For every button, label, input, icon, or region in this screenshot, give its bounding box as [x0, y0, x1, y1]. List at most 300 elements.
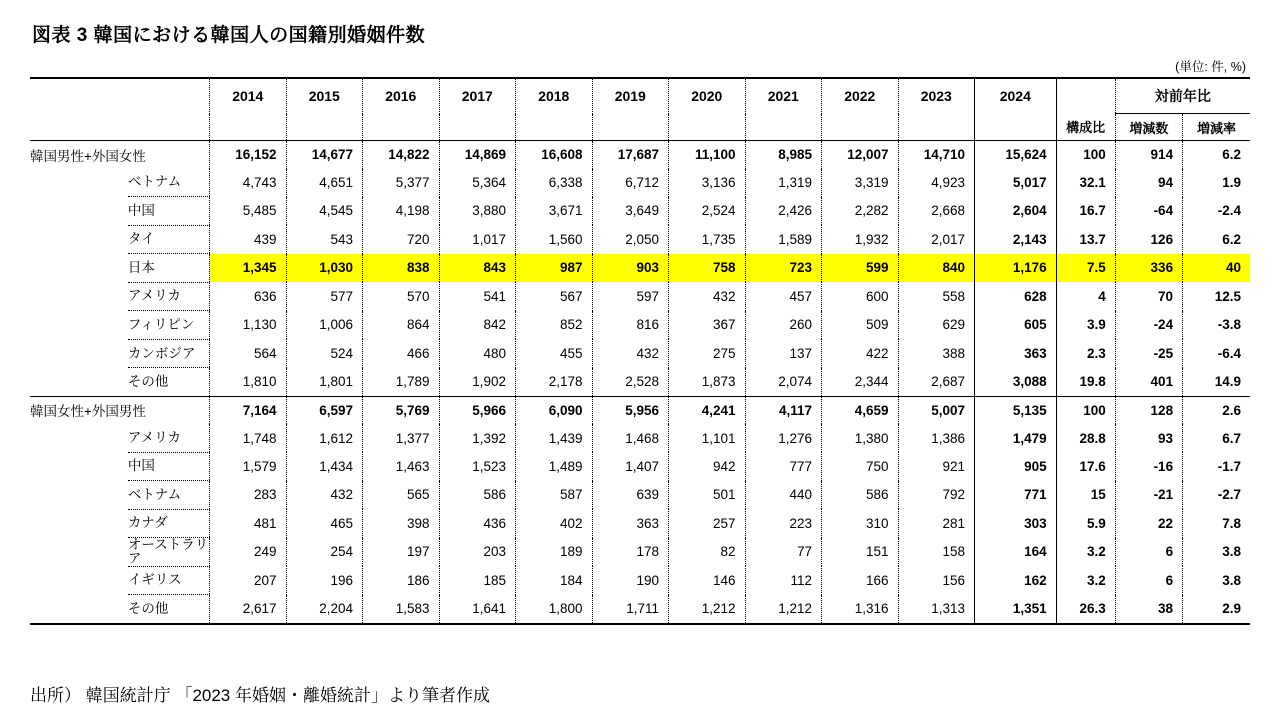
- cell-year-2018: 189: [516, 538, 593, 567]
- cell-year-2020: 432: [669, 282, 746, 311]
- cell-rate: 6.7: [1183, 424, 1250, 452]
- cell-year-2023: 2,687: [898, 368, 975, 397]
- cell-year-2017: 1,392: [439, 424, 516, 452]
- row-label-indent: [30, 452, 128, 481]
- cell-year-2021: 112: [745, 566, 822, 595]
- cell-ratio: 5.9: [1056, 509, 1115, 538]
- cell-year-2019: 6,712: [592, 169, 669, 197]
- cell-year-2021: 8,985: [745, 141, 822, 169]
- cell-year-2014: 7,164: [210, 396, 287, 424]
- cell-year-2021: 1,319: [745, 169, 822, 197]
- cell-year-2016: 1,377: [363, 424, 440, 452]
- cell-year-2018: 567: [516, 282, 593, 311]
- subheader-blank-2: [128, 114, 210, 141]
- cell-year-2024: 1,351: [975, 595, 1057, 624]
- cell-year-2022: 151: [822, 538, 899, 567]
- subheader-blank-year-1: [286, 114, 363, 141]
- subheader-blank-year-5: [592, 114, 669, 141]
- cell-year-2015: 1,801: [286, 368, 363, 397]
- table-row: [30, 368, 1250, 397]
- cell-diff: 128: [1115, 396, 1182, 424]
- table-row: [30, 311, 1250, 340]
- row-label-country: 日本: [128, 254, 210, 283]
- cell-year-2018: 1,800: [516, 595, 593, 624]
- cell-year-2021: 1,212: [745, 595, 822, 624]
- cell-diff: 93: [1115, 424, 1182, 452]
- cell-year-2021: 4,117: [745, 396, 822, 424]
- cell-year-2021: 260: [745, 311, 822, 340]
- cell-year-2022: 586: [822, 481, 899, 510]
- cell-rate: 6.2: [1183, 141, 1250, 169]
- cell-year-2014: 481: [210, 509, 287, 538]
- cell-year-2022: 4,659: [822, 396, 899, 424]
- cell-year-2022: 1,380: [822, 424, 899, 452]
- cell-year-2020: 82: [669, 538, 746, 567]
- cell-year-2015: 465: [286, 509, 363, 538]
- cell-year-2024: 605: [975, 311, 1057, 340]
- cell-year-2014: 1,345: [210, 254, 287, 283]
- cell-year-2024: 1,176: [975, 254, 1057, 283]
- cell-year-2018: 455: [516, 339, 593, 368]
- cell-diff: 94: [1115, 169, 1182, 197]
- cell-year-2018: 1,560: [516, 225, 593, 254]
- cell-year-2019: 903: [592, 254, 669, 283]
- cell-year-2016: 1,463: [363, 452, 440, 481]
- cell-year-2023: 14,710: [898, 141, 975, 169]
- cell-year-2017: 1,641: [439, 595, 516, 624]
- table-row: [30, 538, 1250, 567]
- cell-year-2023: 840: [898, 254, 975, 283]
- header-year-2019: 2019: [592, 78, 669, 114]
- subheader-rate: 増減率: [1183, 114, 1250, 141]
- cell-rate: 2.9: [1183, 595, 1250, 624]
- table-row: [30, 396, 1250, 424]
- cell-year-2015: 4,545: [286, 197, 363, 226]
- cell-year-2019: 5,956: [592, 396, 669, 424]
- cell-year-2020: 1,101: [669, 424, 746, 452]
- cell-year-2024: 2,143: [975, 225, 1057, 254]
- header-year-2023: 2023: [898, 78, 975, 114]
- cell-year-2019: 3,649: [592, 197, 669, 226]
- cell-ratio: 4: [1056, 282, 1115, 311]
- header-year-2015: 2015: [286, 78, 363, 114]
- cell-ratio: 16.7: [1056, 197, 1115, 226]
- cell-year-2015: 577: [286, 282, 363, 311]
- table-subheader-row: [30, 114, 1250, 141]
- cell-year-2017: 586: [439, 481, 516, 510]
- cell-year-2016: 14,822: [363, 141, 440, 169]
- cell-year-2022: 2,344: [822, 368, 899, 397]
- cell-year-2018: 3,671: [516, 197, 593, 226]
- header-yoy-group: 対前年比: [1115, 78, 1250, 114]
- cell-year-2022: 750: [822, 452, 899, 481]
- cell-year-2020: 1,735: [669, 225, 746, 254]
- table-row: [30, 254, 1250, 283]
- cell-year-2019: 2,050: [592, 225, 669, 254]
- cell-year-2022: 599: [822, 254, 899, 283]
- cell-year-2018: 1,439: [516, 424, 593, 452]
- cell-ratio: 3.2: [1056, 566, 1115, 595]
- cell-year-2018: 852: [516, 311, 593, 340]
- cell-year-2020: 367: [669, 311, 746, 340]
- cell-year-2022: 509: [822, 311, 899, 340]
- subheader-blank-year-8: [822, 114, 899, 141]
- cell-rate: 6.2: [1183, 225, 1250, 254]
- cell-year-2017: 480: [439, 339, 516, 368]
- cell-year-2020: 146: [669, 566, 746, 595]
- cell-year-2020: 3,136: [669, 169, 746, 197]
- cell-year-2018: 6,338: [516, 169, 593, 197]
- header-year-2020: 2020: [669, 78, 746, 114]
- cell-diff: 70: [1115, 282, 1182, 311]
- cell-diff: 336: [1115, 254, 1182, 283]
- table-row: [30, 282, 1250, 311]
- cell-year-2023: 1,386: [898, 424, 975, 452]
- row-label-indent: [30, 566, 128, 595]
- row-label-group: 韓国女性+外国男性: [30, 396, 210, 424]
- cell-year-2017: 541: [439, 282, 516, 311]
- cell-year-2022: 2,282: [822, 197, 899, 226]
- cell-year-2015: 6,597: [286, 396, 363, 424]
- cell-year-2014: 249: [210, 538, 287, 567]
- row-label-country: その他: [128, 595, 210, 624]
- cell-ratio: 2.3: [1056, 339, 1115, 368]
- cell-diff: -64: [1115, 197, 1182, 226]
- cell-year-2016: 4,198: [363, 197, 440, 226]
- cell-year-2020: 11,100: [669, 141, 746, 169]
- cell-diff: -24: [1115, 311, 1182, 340]
- cell-year-2016: 398: [363, 509, 440, 538]
- table-row: [30, 141, 1250, 169]
- table-bottom-rule: [30, 624, 1250, 627]
- cell-year-2020: 257: [669, 509, 746, 538]
- cell-ratio: 17.6: [1056, 452, 1115, 481]
- header-year-2016: 2016: [363, 78, 440, 114]
- cell-year-2019: 2,528: [592, 368, 669, 397]
- cell-year-2020: 501: [669, 481, 746, 510]
- cell-year-2018: 587: [516, 481, 593, 510]
- cell-diff: 6: [1115, 538, 1182, 567]
- cell-year-2023: 2,017: [898, 225, 975, 254]
- cell-diff: 38: [1115, 595, 1182, 624]
- cell-year-2015: 1,006: [286, 311, 363, 340]
- cell-year-2022: 166: [822, 566, 899, 595]
- cell-year-2015: 14,677: [286, 141, 363, 169]
- cell-ratio: 19.8: [1056, 368, 1115, 397]
- cell-year-2024: 5,017: [975, 169, 1057, 197]
- cell-year-2022: 310: [822, 509, 899, 538]
- header-blank-1: [30, 78, 128, 114]
- cell-year-2014: 2,617: [210, 595, 287, 624]
- subheader-blank-year-4: [516, 114, 593, 141]
- cell-year-2024: 162: [975, 566, 1057, 595]
- table-row: [30, 197, 1250, 226]
- cell-year-2017: 1,523: [439, 452, 516, 481]
- marriage-statistics-table: [30, 77, 1250, 627]
- cell-rate: 1.9: [1183, 169, 1250, 197]
- cell-year-2014: 283: [210, 481, 287, 510]
- cell-ratio: 15: [1056, 481, 1115, 510]
- row-label-country: ベトナム: [128, 169, 210, 197]
- row-label-indent: [30, 339, 128, 368]
- cell-year-2020: 1,873: [669, 368, 746, 397]
- cell-year-2020: 758: [669, 254, 746, 283]
- cell-year-2023: 558: [898, 282, 975, 311]
- subheader-blank-year-6: [669, 114, 746, 141]
- cell-year-2015: 1,030: [286, 254, 363, 283]
- cell-year-2018: 987: [516, 254, 593, 283]
- cell-year-2018: 402: [516, 509, 593, 538]
- row-label-country: アメリカ: [128, 424, 210, 452]
- row-label-country: タイ: [128, 225, 210, 254]
- table-row: [30, 424, 1250, 452]
- cell-year-2022: 1,316: [822, 595, 899, 624]
- cell-year-2017: 14,869: [439, 141, 516, 169]
- cell-year-2014: 1,810: [210, 368, 287, 397]
- cell-year-2019: 432: [592, 339, 669, 368]
- cell-ratio: 3.2: [1056, 538, 1115, 567]
- cell-year-2019: 190: [592, 566, 669, 595]
- cell-ratio: 26.3: [1056, 595, 1115, 624]
- cell-year-2014: 5,485: [210, 197, 287, 226]
- header-year-2017: 2017: [439, 78, 516, 114]
- header-blank-3: [1056, 78, 1115, 114]
- cell-year-2017: 203: [439, 538, 516, 567]
- cell-rate: -1.7: [1183, 452, 1250, 481]
- subheader-blank-year-9: [898, 114, 975, 141]
- cell-year-2018: 6,090: [516, 396, 593, 424]
- cell-year-2016: 838: [363, 254, 440, 283]
- cell-year-2014: 207: [210, 566, 287, 595]
- header-year-2018: 2018: [516, 78, 593, 114]
- cell-year-2020: 2,524: [669, 197, 746, 226]
- cell-year-2020: 275: [669, 339, 746, 368]
- cell-ratio: 32.1: [1056, 169, 1115, 197]
- cell-year-2021: 2,426: [745, 197, 822, 226]
- cell-diff: 914: [1115, 141, 1182, 169]
- cell-year-2020: 1,212: [669, 595, 746, 624]
- cell-year-2017: 1,902: [439, 368, 516, 397]
- row-label-indent: [30, 197, 128, 226]
- cell-year-2021: 723: [745, 254, 822, 283]
- cell-diff: 6: [1115, 566, 1182, 595]
- row-label-indent: [30, 368, 128, 397]
- cell-ratio: 28.8: [1056, 424, 1115, 452]
- cell-year-2017: 843: [439, 254, 516, 283]
- cell-year-2024: 2,604: [975, 197, 1057, 226]
- header-year-2021: 2021: [745, 78, 822, 114]
- cell-year-2021: 223: [745, 509, 822, 538]
- cell-diff: -16: [1115, 452, 1182, 481]
- row-label-indent: [30, 538, 128, 567]
- cell-year-2024: 363: [975, 339, 1057, 368]
- cell-ratio: 100: [1056, 396, 1115, 424]
- cell-year-2024: 5,135: [975, 396, 1057, 424]
- cell-ratio: 100: [1056, 141, 1115, 169]
- cell-rate: -2.4: [1183, 197, 1250, 226]
- cell-year-2019: 1,407: [592, 452, 669, 481]
- cell-year-2023: 792: [898, 481, 975, 510]
- row-label-country: イギリス: [128, 566, 210, 595]
- cell-year-2014: 16,152: [210, 141, 287, 169]
- cell-year-2017: 185: [439, 566, 516, 595]
- cell-rate: 2.6: [1183, 396, 1250, 424]
- cell-year-2023: 158: [898, 538, 975, 567]
- cell-diff: 126: [1115, 225, 1182, 254]
- cell-diff: -25: [1115, 339, 1182, 368]
- cell-year-2024: 3,088: [975, 368, 1057, 397]
- cell-year-2017: 1,017: [439, 225, 516, 254]
- row-label-country: カンボジア: [128, 339, 210, 368]
- cell-year-2018: 16,608: [516, 141, 593, 169]
- cell-rate: 3.8: [1183, 538, 1250, 567]
- cell-year-2021: 2,074: [745, 368, 822, 397]
- page-title: 図表 3 韓国における韓国人の国籍別婚姻件数: [32, 25, 426, 46]
- cell-year-2016: 466: [363, 339, 440, 368]
- cell-year-2017: 436: [439, 509, 516, 538]
- cell-year-2015: 1,612: [286, 424, 363, 452]
- cell-year-2014: 1,748: [210, 424, 287, 452]
- cell-year-2016: 5,377: [363, 169, 440, 197]
- cell-year-2019: 1,468: [592, 424, 669, 452]
- cell-year-2018: 2,178: [516, 368, 593, 397]
- source-note: 出所） 韓国統計庁 「2023 年婚姻・離婚統計」より筆者作成: [30, 686, 490, 705]
- header-year-2024: 2024: [975, 78, 1057, 114]
- cell-year-2015: 543: [286, 225, 363, 254]
- cell-year-2019: 597: [592, 282, 669, 311]
- subheader-blank-year-7: [745, 114, 822, 141]
- cell-year-2022: 12,007: [822, 141, 899, 169]
- cell-rate: -6.4: [1183, 339, 1250, 368]
- cell-year-2023: 5,007: [898, 396, 975, 424]
- cell-year-2018: 1,489: [516, 452, 593, 481]
- cell-year-2019: 639: [592, 481, 669, 510]
- cell-year-2024: 628: [975, 282, 1057, 311]
- cell-year-2015: 432: [286, 481, 363, 510]
- cell-year-2021: 440: [745, 481, 822, 510]
- cell-year-2021: 777: [745, 452, 822, 481]
- row-label-country: その他: [128, 368, 210, 397]
- table-row: [30, 452, 1250, 481]
- cell-year-2022: 600: [822, 282, 899, 311]
- cell-year-2023: 629: [898, 311, 975, 340]
- row-label-country: フィリピン: [128, 311, 210, 340]
- cell-year-2023: 388: [898, 339, 975, 368]
- row-label-indent: [30, 254, 128, 283]
- cell-year-2023: 4,923: [898, 169, 975, 197]
- cell-year-2016: 197: [363, 538, 440, 567]
- cell-year-2023: 1,313: [898, 595, 975, 624]
- table-row: [30, 225, 1250, 254]
- cell-year-2018: 184: [516, 566, 593, 595]
- cell-diff: 22: [1115, 509, 1182, 538]
- row-label-indent: [30, 424, 128, 452]
- cell-year-2024: 15,624: [975, 141, 1057, 169]
- header-year-2014: 2014: [210, 78, 287, 114]
- cell-year-2022: 3,319: [822, 169, 899, 197]
- cell-year-2024: 164: [975, 538, 1057, 567]
- cell-diff: -21: [1115, 481, 1182, 510]
- cell-rate: 14.9: [1183, 368, 1250, 397]
- cell-rate: -2.7: [1183, 481, 1250, 510]
- table-header-row: [30, 78, 1250, 114]
- row-label-indent: [30, 225, 128, 254]
- cell-year-2016: 720: [363, 225, 440, 254]
- cell-year-2017: 5,364: [439, 169, 516, 197]
- cell-year-2021: 137: [745, 339, 822, 368]
- subheader-blank-year-0: [210, 114, 287, 141]
- subheader-diff: 増減数: [1115, 114, 1182, 141]
- cell-year-2016: 1,789: [363, 368, 440, 397]
- cell-year-2017: 5,966: [439, 396, 516, 424]
- cell-rate: 7.8: [1183, 509, 1250, 538]
- cell-rate: 3.8: [1183, 566, 1250, 595]
- cell-year-2022: 1,932: [822, 225, 899, 254]
- unit-note: (単位: 件, %): [1175, 60, 1246, 74]
- cell-year-2014: 1,579: [210, 452, 287, 481]
- subheader-ratio: 構成比: [1056, 114, 1115, 141]
- cell-year-2014: 4,743: [210, 169, 287, 197]
- cell-year-2014: 1,130: [210, 311, 287, 340]
- cell-year-2019: 17,687: [592, 141, 669, 169]
- cell-ratio: 7.5: [1056, 254, 1115, 283]
- row-label-country: 中国: [128, 452, 210, 481]
- cell-year-2016: 570: [363, 282, 440, 311]
- cell-year-2024: 303: [975, 509, 1057, 538]
- cell-year-2016: 1,583: [363, 595, 440, 624]
- cell-rate: 40: [1183, 254, 1250, 283]
- cell-year-2023: 2,668: [898, 197, 975, 226]
- cell-diff: 401: [1115, 368, 1182, 397]
- cell-year-2019: 363: [592, 509, 669, 538]
- cell-rate: 12.5: [1183, 282, 1250, 311]
- cell-year-2023: 921: [898, 452, 975, 481]
- row-label-country: カナダ: [128, 509, 210, 538]
- cell-year-2024: 905: [975, 452, 1057, 481]
- table-row: [30, 595, 1250, 624]
- row-label-country: 中国: [128, 197, 210, 226]
- cell-year-2024: 771: [975, 481, 1057, 510]
- cell-year-2017: 3,880: [439, 197, 516, 226]
- cell-year-2017: 842: [439, 311, 516, 340]
- cell-year-2015: 254: [286, 538, 363, 567]
- cell-year-2019: 1,711: [592, 595, 669, 624]
- table-row: [30, 339, 1250, 368]
- table-row: [30, 509, 1250, 538]
- cell-year-2014: 564: [210, 339, 287, 368]
- cell-year-2016: 186: [363, 566, 440, 595]
- cell-year-2021: 77: [745, 538, 822, 567]
- cell-year-2015: 4,651: [286, 169, 363, 197]
- subheader-blank-2024: [975, 114, 1057, 141]
- cell-year-2021: 457: [745, 282, 822, 311]
- row-label-country: オーストラリア: [127, 537, 209, 566]
- cell-year-2015: 196: [286, 566, 363, 595]
- row-label-indent: [30, 509, 128, 538]
- table-row: [30, 481, 1250, 510]
- cell-year-2020: 4,241: [669, 396, 746, 424]
- subheader-blank-year-3: [439, 114, 516, 141]
- cell-year-2015: 2,204: [286, 595, 363, 624]
- cell-year-2021: 1,589: [745, 225, 822, 254]
- cell-year-2016: 864: [363, 311, 440, 340]
- cell-year-2016: 565: [363, 481, 440, 510]
- row-label-indent: [30, 169, 128, 197]
- subheader-blank-1: [30, 114, 128, 141]
- table-row: [30, 566, 1250, 595]
- row-label-country: アメリカ: [128, 282, 210, 311]
- cell-year-2023: 156: [898, 566, 975, 595]
